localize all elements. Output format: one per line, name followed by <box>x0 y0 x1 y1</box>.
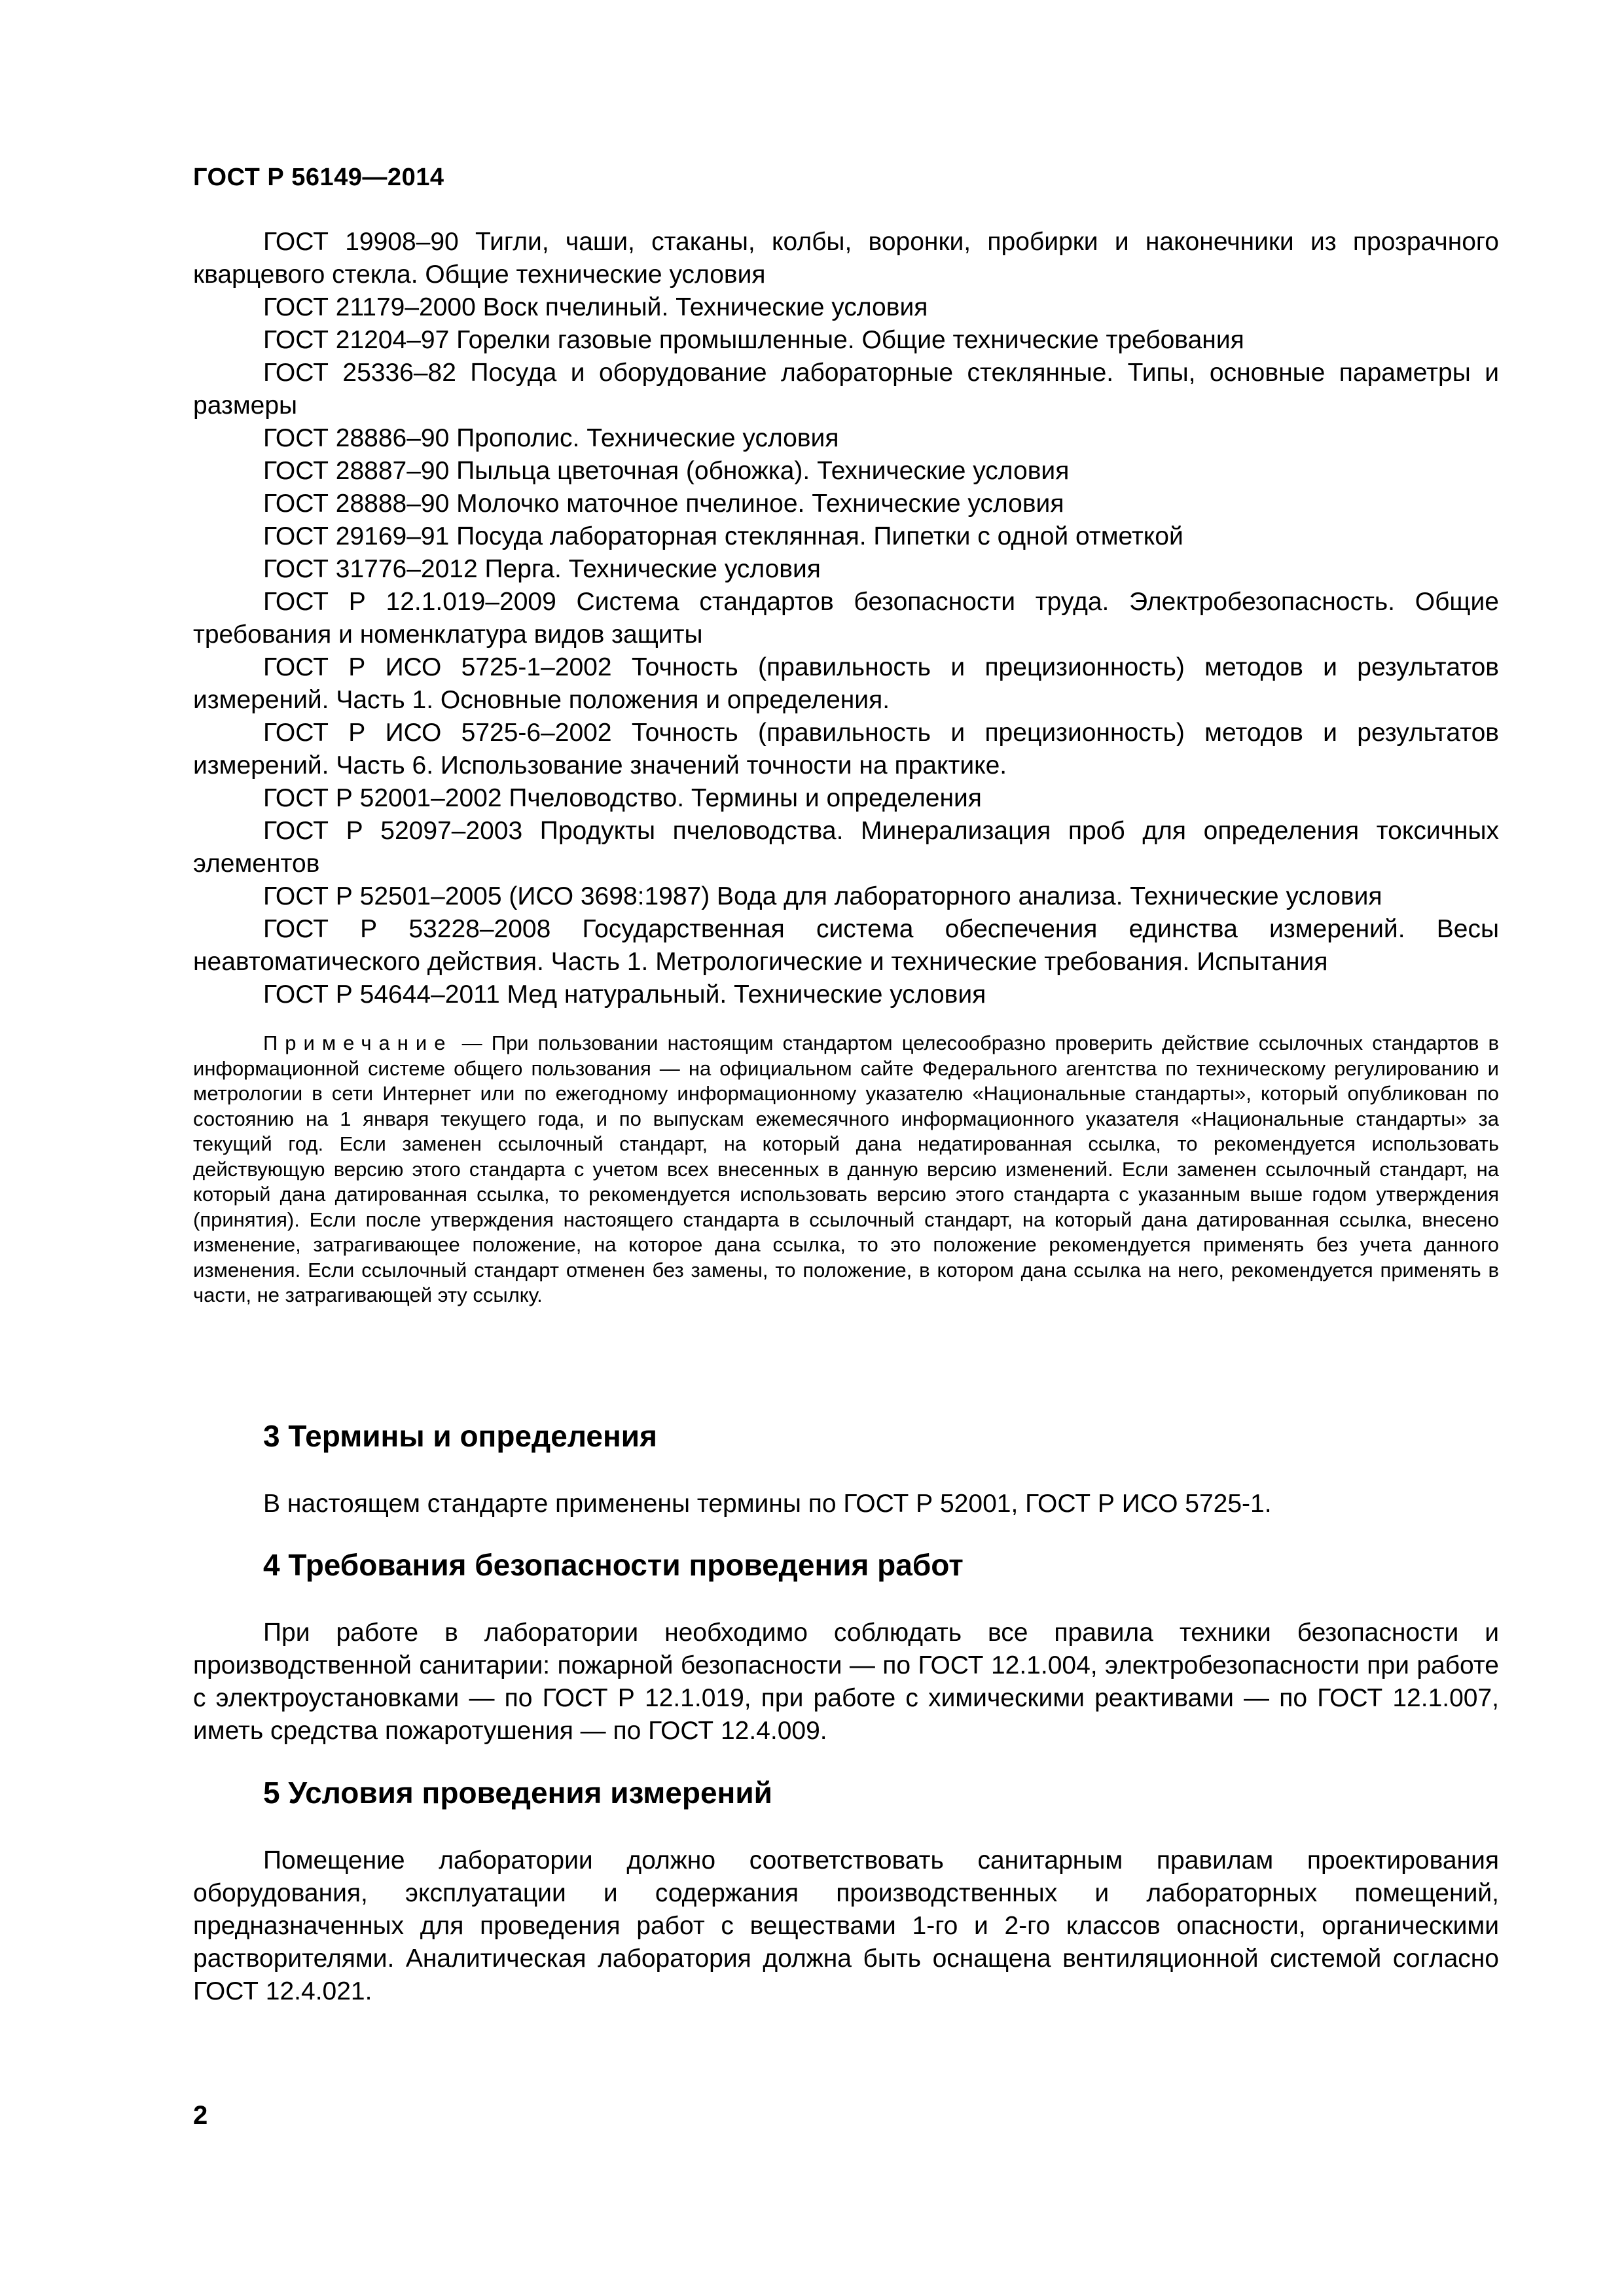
reference-item: ГОСТ 28888–90 Молочко маточное пчелиное. Технические условия <box>263 490 1064 518</box>
note-text: — При пользовании настоящим стандартом целесообразно проверить действие ссылочных стандартов в информационной системе общего пользования — на официальном сайте Федерального агентства по техническому регулированию и метрологии в сети Интернет или по ежегодному информационному указателю «Национальные стандарты», который опубликован по состоянию на 1 января текущего года, и по выпускам ежемесячного информационного указателя «Национальные стандарты» за текущий год. Если заменен ссылочный стандарт, на который дана недатированная ссылка, то рекомендуется использовать действующую версию этого стандарта с учетом всех внесенных в данную версию изменений. Если заменен ссылочный стандарт, на который дана датированная ссылка, то рекомендуется использовать версию этого стандарта с указанным выше годом утверждения (принятия). Если после утверждения настоящего стандарта в ссылочный стандарт, на который дана датированная ссылка, внесено изменение, затрагивающее положение, на которое дана ссылка, то это положение рекомендуется применять без учета данного изменения. Если ссылочный стандарт отменен без замены, то положение, в котором дана ссылка на него, рекомендуется применять в части, не затрагивающей эту ссылку. <box>193 1031 1499 1306</box>
reference-item: ГОСТ Р ИСО 5725-6–2002 Точность (правильность и прецизионность) методов и результатов измерений. Часть 6. Использование значений точности на практике. <box>193 719 1499 780</box>
reference-item: ГОСТ 28887–90 Пыльца цветочная (обножка). Технические условия <box>263 457 1070 485</box>
reference-item: ГОСТ 25336–82 Посуда и оборудование лабораторные стеклянные. Типы, основные параметры и размеры <box>193 359 1499 420</box>
reference-item: ГОСТ 19908–90 Тигли, чаши, стаканы, колбы, воронки, пробирки и наконечники из прозрачного кварцевого стекла. Общие технические условия <box>193 228 1499 289</box>
reference-item: ГОСТ Р 52097–2003 Продукты пчеловодства. Минерализация проб для определения токсичных элементов <box>193 817 1499 878</box>
reference-item: ГОСТ Р 54644–2011 Мед натуральный. Технические условия <box>263 980 986 1009</box>
conditions-paragraph: Помещение лаборатории должно соответствовать санитарным правилам проектирования оборудования, эксплуатации и содержания производственных и лабораторных помещений, предназначенных для проведения работ с веществами 1-го и 2-го классов опасности, органическими растворителями. Аналитическая лаборатория должна быть оснащена вентиляционной системой согласно ГОСТ 12.4.021. <box>193 1846 1499 2005</box>
reference-item: ГОСТ 29169–91 Посуда лабораторная стеклянная. Пипетки с одной отметкой <box>263 522 1183 550</box>
note-label: Примечание <box>263 1031 453 1054</box>
reference-item: ГОСТ Р 52501–2005 (ИСО 3698:1987) Вода для лабораторного анализа. Технические условия <box>263 882 1382 910</box>
section-heading-conditions: 5 Условия проведения измерений <box>263 1776 772 1810</box>
reference-item: ГОСТ 21179–2000 Воск пчелиный. Технические условия <box>263 293 928 321</box>
reference-item: ГОСТ Р 12.1.019–2009 Система стандартов безопасности труда. Электробезопасность. Общие требования и номенклатура видов защиты <box>193 588 1499 649</box>
safety-paragraph: При работе в лаборатории необходимо соблюдать все правила техники безопасности и производственной санитарии: пожарной безопасности — по ГОСТ 12.1.004, электробезопасности при работе с электроустановками — по ГОСТ Р 12.1.019, при работе с химическими реактивами — по ГОСТ 12.1.007, иметь средства пожаротушения — по ГОСТ 12.4.009. <box>193 1619 1499 1745</box>
note-paragraph <box>193 1031 1499 1308</box>
section-heading-safety: 4 Требования безопасности проведения работ <box>263 1548 964 1582</box>
reference-item: ГОСТ 31776–2012 Перга. Технические условия <box>263 555 821 583</box>
terms-paragraph: В настоящем стандарте применены термины по ГОСТ Р 52001, ГОСТ Р ИСО 5725-1. <box>263 1490 1272 1518</box>
reference-item: ГОСТ Р 53228–2008 Государственная система обеспечения единства измерений. Весы неавтоматического действия. Часть 1. Метрологические и технические требования. Испытания <box>193 915 1499 976</box>
reference-item: ГОСТ 21204–97 Горелки газовые промышленные. Общие технические требования <box>263 326 1244 354</box>
page-number: 2 <box>193 2101 208 2130</box>
reference-item: ГОСТ Р ИСО 5725-1–2002 Точность (правильность и прецизионность) методов и результатов измерений. Часть 1. Основные положения и определения. <box>193 653 1499 714</box>
reference-item: ГОСТ Р 52001–2002 Пчеловодство. Термины и определения <box>263 784 982 812</box>
document-header: ГОСТ Р 56149—2014 <box>193 164 444 191</box>
reference-item: ГОСТ 28886–90 Прополис. Технические условия <box>263 424 839 452</box>
section-heading-terms: 3 Термины и определения <box>263 1419 657 1453</box>
reference-list <box>193 226 1499 1011</box>
